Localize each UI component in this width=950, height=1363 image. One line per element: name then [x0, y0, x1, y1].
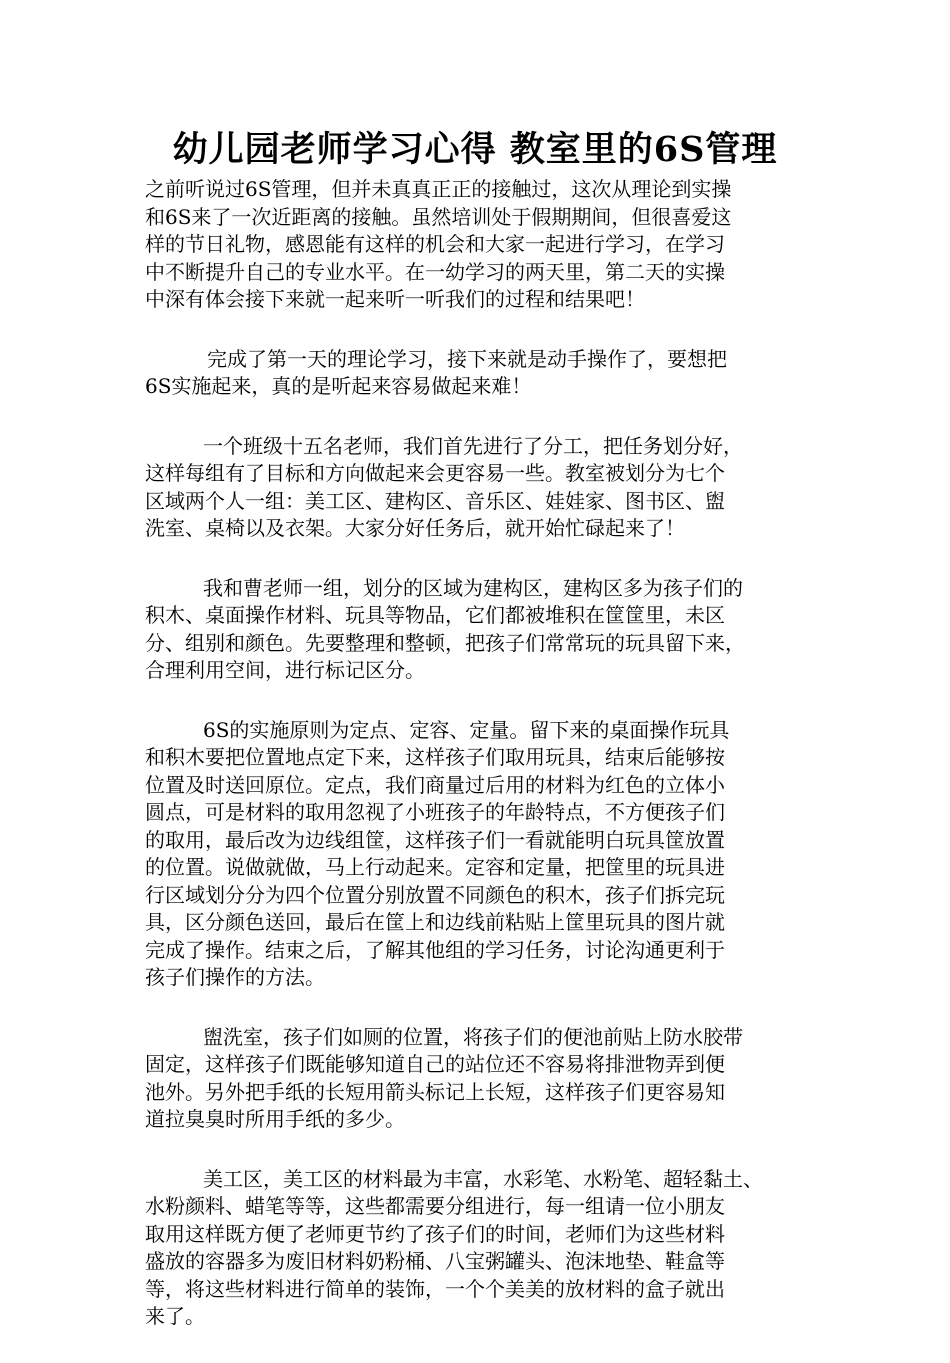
text-line: 样的节日礼物，感恩能有这样的机会和大家一起进行学习，在学习 — [145, 232, 725, 256]
paragraph-1 — [145, 176, 835, 314]
text-line: 6S的实施原则为定点、定容、定量。留下来的桌面操作玩具 — [203, 717, 730, 742]
text-line: 和6S来了一次近距离的接触。虽然培训处于假期期间，但很喜爱这 — [145, 204, 732, 229]
text-line: 固定，这样孩子们既能够知道自己的站位还不容易将排泄物弄到便 — [145, 1052, 725, 1076]
paragraph-5 — [145, 717, 835, 992]
document-body — [145, 176, 835, 1363]
text-line: 取用这样既方便了老师更节约了孩子们的时间，老师们为这些材料 — [145, 1221, 725, 1246]
text-line: 分、组别和颜色。先要整理和整顿，把孩子们常常玩的玩具留下来， — [145, 630, 745, 655]
text-line: 中深有体会接下来就一起来听一听我们的过程和结果吧！ — [145, 287, 645, 311]
text-line: 的位置。说做就做，马上行动起来。定容和定量，把筐里的玩具进 — [145, 855, 725, 879]
text-line: 盛放的容器多为废旧材料奶粉桶、八宝粥罐头、泡沫地垫、鞋盒等 — [145, 1249, 725, 1273]
text-line: 具，区分颜色送回，最后在筐上和边线前粘贴上筐里玩具的图片就 — [145, 910, 725, 934]
paragraph-7 — [145, 1166, 835, 1331]
text-line: 等，将这些材料进行简单的装饰，一个个美美的放材料的盒子就出 — [145, 1276, 725, 1301]
text-line: 来了。 — [145, 1304, 205, 1328]
text-line: 积木、桌面操作材料、玩具等物品，它们都被堆积在筐筐里，未区 — [145, 603, 725, 627]
text-line: 之前听说过6S管理，但并未真真正正的接触过，这次从理论到实操 — [145, 177, 732, 201]
text-line: 道拉臭臭时所用手纸的多少。 — [145, 1107, 405, 1131]
text-line: 中不断提升自己的专业水平。在一幼学习的两天里，第二天的实操 — [145, 259, 725, 284]
text-line: 这样每组有了目标和方向做起来会更容易一些。教室被划分为七个 — [145, 461, 725, 485]
text-line: 池外。另外把手纸的长短用箭头标记上长短，这样孩子们更容易知 — [145, 1079, 725, 1104]
text-line: 水粉颜料、蜡笔等等，这些都需要分组进行，每一组请一位小朋友 — [145, 1194, 725, 1218]
text-line: 行区域划分分为四个位置分别放置不同颜色的积木，孩子们拆完玩 — [145, 882, 725, 907]
text-line: 完成了第一天的理论学习，接下来就是动手操作了，要想把 — [207, 346, 727, 371]
text-line: 孩子们操作的方法。 — [145, 965, 325, 989]
text-line: 6S实施起来，真的是听起来容易做起来难！ — [145, 374, 532, 398]
text-line: 盥洗室，孩子们如厕的位置，将孩子们的便池前贴上防水胶带 — [203, 1024, 743, 1049]
paragraph-6 — [145, 1024, 835, 1134]
text-line: 区域两个人一组：美工区、建构区、音乐区、娃娃家、图书区、盥 — [145, 488, 725, 513]
paragraph-3 — [145, 433, 835, 543]
text-line: 位置及时送回原位。定点，我们商量过后用的材料为红色的立体小 — [145, 772, 725, 797]
text-line: 和积木要把位置地点定下来，这样孩子们取用玩具，结束后能够按 — [145, 745, 725, 769]
paragraph-2 — [145, 346, 835, 401]
text-line: 洗室、桌椅以及衣架。大家分好任务后，就开始忙碌起来了！ — [145, 516, 685, 540]
text-line: 的取用，最后改为边线组筐，这样孩子们一看就能明白玩具筐放置 — [145, 827, 725, 852]
text-line: 圆点，可是材料的取用忽视了小班孩子的年龄特点，不方便孩子们 — [145, 800, 725, 824]
text-line: 合理利用空间，进行标记区分。 — [145, 658, 425, 682]
text-line: 完成了操作。结束之后，了解其他组的学习任务，讨论沟通更利于 — [145, 937, 725, 962]
text-line: 一个班级十五名老师，我们首先进行了分工，把任务划分好， — [203, 433, 743, 458]
paragraph-4 — [145, 575, 835, 685]
page-title: 幼儿园老师学习心得 教室里的6S管理 — [172, 129, 778, 170]
text-line: 我和曹老师一组，划分的区域为建构区，建构区多为孩子们的 — [203, 575, 743, 600]
text-line: 美工区，美工区的材料最为丰富，水彩笔、水粉笔、超轻黏土、 — [203, 1166, 763, 1191]
